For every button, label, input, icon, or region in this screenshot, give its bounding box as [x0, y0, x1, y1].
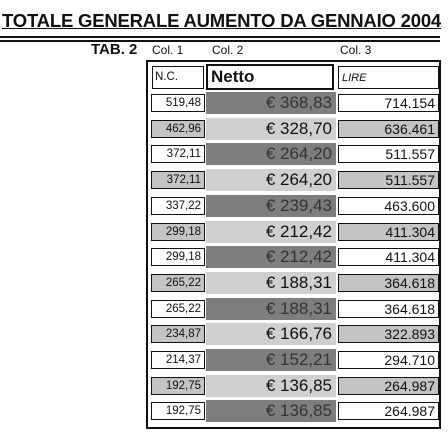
table-row: [148, 375, 439, 397]
cell-nc: 214,37: [151, 351, 205, 369]
table-row: [148, 246, 439, 268]
cell-nc: 192,75: [151, 377, 205, 395]
cell-lire: 294.710: [338, 351, 439, 369]
cell-nc: 299,18: [151, 248, 205, 266]
cell-nc: 265,22: [151, 274, 205, 292]
cell-netto: € 152,21: [206, 349, 336, 371]
cell-nc: 337,22: [151, 197, 205, 215]
cell-nc: 234,87: [151, 325, 205, 343]
table-row: [148, 298, 439, 320]
header-nc: N.C.: [152, 66, 204, 89]
cell-netto: € 212,42: [206, 221, 336, 243]
cell-lire: 364.618: [338, 300, 439, 318]
table-row: [148, 195, 439, 217]
table-row: [148, 221, 439, 243]
header-lire: LIRE: [338, 66, 439, 89]
cell-nc: 462,96: [151, 120, 205, 138]
column-label-2: Col. 2: [212, 43, 244, 57]
cell-lire: 264.987: [338, 402, 439, 420]
cell-netto: € 188,31: [206, 298, 336, 320]
cell-lire: 511.557: [338, 145, 439, 163]
cell-netto: € 368,83: [206, 92, 336, 114]
title-rule-top: [0, 36, 440, 38]
cell-netto: € 166,76: [206, 323, 336, 345]
salary-table: [146, 60, 441, 429]
cell-netto: € 264,20: [206, 169, 336, 191]
title-rule-bottom: [0, 40, 440, 42]
table-row: [148, 323, 439, 345]
cell-netto: € 264,20: [206, 143, 336, 165]
cell-netto: € 136,85: [206, 400, 336, 422]
table-row: [148, 272, 439, 294]
page-title: TOTALE GENERALE AUMENTO DA GENNAIO 2004: [2, 10, 442, 31]
column-label-3: Col. 3: [340, 43, 372, 57]
column-label-1: Col. 1: [152, 43, 184, 57]
table-row: [148, 349, 439, 371]
cell-nc: 372,11: [151, 171, 205, 189]
table-row: [148, 400, 439, 422]
cell-lire: 714.154: [338, 94, 439, 112]
cell-lire: 411.304: [338, 223, 439, 241]
cell-netto: € 239,43: [206, 195, 336, 217]
cell-netto: € 212,42: [206, 246, 336, 268]
cell-nc: 519,48: [151, 94, 205, 112]
cell-lire: 511.557: [338, 171, 439, 189]
cell-lire: 411.304: [338, 248, 439, 266]
table-header: [148, 62, 439, 92]
cell-lire: 322.893: [338, 325, 439, 343]
table-row: [148, 143, 439, 165]
table-row: [148, 118, 439, 140]
cell-nc: 192,75: [151, 402, 205, 420]
cell-netto: € 328,70: [206, 118, 336, 140]
table-row: [148, 92, 439, 114]
cell-nc: 265,22: [151, 300, 205, 318]
cell-netto: € 188,31: [206, 272, 336, 294]
cell-lire: 264.987: [338, 377, 439, 395]
cell-nc: 372,11: [151, 145, 205, 163]
cell-netto: € 136,85: [206, 375, 336, 397]
cell-nc: 299,18: [151, 223, 205, 241]
cell-lire: 364.618: [338, 274, 439, 292]
header-netto: Netto: [206, 64, 334, 90]
table-row: [148, 169, 439, 191]
cell-lire: 636.461: [338, 120, 439, 138]
tab-label: TAB. 2: [91, 41, 138, 58]
cell-lire: 463.600: [338, 197, 439, 215]
